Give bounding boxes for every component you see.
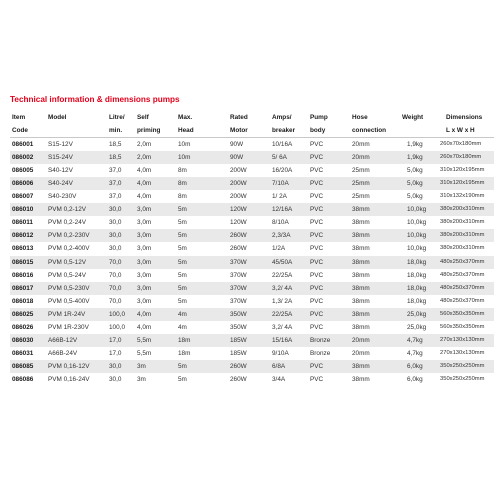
- cell-self-priming: 4,0m: [137, 167, 152, 175]
- cell-self-priming: 3m: [137, 362, 146, 370]
- cell-litre-per-min: 30,0: [109, 206, 122, 214]
- cell-rated-motor: 185W: [230, 349, 247, 357]
- cell-weight: 18,0kg: [407, 284, 427, 292]
- cell-litre-per-min: 70,0: [109, 271, 122, 279]
- cell-self-priming: 3,0m: [137, 206, 152, 214]
- cell-item-code: 086001: [12, 141, 34, 149]
- cell-rated-motor: 260W: [230, 245, 247, 253]
- cell-max-head: 10m: [178, 141, 191, 149]
- cell-hose-connection: 20mm: [352, 336, 370, 344]
- cell-amps-breaker: 1,3/ 2A: [272, 297, 293, 305]
- cell-item-code: 086017: [12, 284, 34, 292]
- cell-hose-connection: 20mm: [352, 141, 370, 149]
- cell-amps-breaker: 3,2/ 4A: [272, 323, 293, 331]
- cell-litre-per-min: 30,0: [109, 375, 122, 383]
- cell-litre-per-min: 17,0: [109, 349, 122, 357]
- cell-rated-motor: 200W: [230, 193, 247, 201]
- cell-model: PVM 0,5-24V: [48, 271, 87, 279]
- header-code: Code: [12, 127, 28, 135]
- cell-max-head: 5m: [178, 206, 187, 214]
- cell-dimensions: 480x250x370mm: [440, 284, 485, 291]
- cell-max-head: 8m: [178, 193, 187, 201]
- cell-self-priming: 3,0m: [137, 219, 152, 227]
- cell-item-code: 086013: [12, 245, 34, 253]
- cell-amps-breaker: 10/16A: [272, 141, 293, 149]
- cell-amps-breaker: 3,2/ 4A: [272, 284, 293, 292]
- cell-self-priming: 3m: [137, 375, 146, 383]
- cell-weight: 10,0kg: [407, 245, 427, 253]
- cell-dimensions: 260x70x180mm: [440, 141, 482, 148]
- cell-amps-breaker: 1/2A: [272, 245, 286, 253]
- cell-model: PVM 0,5-400V: [48, 297, 90, 305]
- cell-self-priming: 3,0m: [137, 245, 152, 253]
- cell-rated-motor: 200W: [230, 167, 247, 175]
- cell-model: PVM 0,2-230V: [48, 232, 90, 240]
- cell-dimensions: 380x200x310mm: [440, 232, 485, 239]
- cell-dimensions: 310x132x190mm: [440, 193, 485, 200]
- table-row: [10, 269, 494, 282]
- cell-amps-breaker: 1/ 2A: [272, 193, 287, 201]
- cell-self-priming: 4,0m: [137, 310, 152, 318]
- cell-model: PVM 0,2-400V: [48, 245, 90, 253]
- cell-dimensions: 480x250x370mm: [440, 271, 485, 278]
- cell-weight: 10,0kg: [407, 232, 427, 240]
- cell-item-code: 086016: [12, 271, 34, 279]
- cell-dimensions: 380x200x310mm: [440, 206, 485, 213]
- cell-hose-connection: 20mm: [352, 154, 370, 162]
- cell-amps-breaker: 22/25A: [272, 310, 293, 318]
- cell-pump-body: PVC: [310, 154, 324, 162]
- header-rated: Rated: [230, 114, 248, 121]
- header-row-1: [10, 111, 494, 124]
- cell-amps-breaker: 45/50A: [272, 258, 293, 266]
- cell-weight: 18,0kg: [407, 297, 427, 305]
- cell-item-code: 086010: [12, 206, 34, 214]
- cell-amps-breaker: 12/16A: [272, 206, 293, 214]
- cell-amps-breaker: 9/10A: [272, 349, 289, 357]
- cell-model: A66B-12V: [48, 336, 78, 344]
- cell-weight: 5,0kg: [407, 193, 423, 201]
- table-row: [10, 282, 494, 295]
- table-row: [10, 321, 494, 334]
- cell-litre-per-min: 30,0: [109, 362, 122, 370]
- table-row: [10, 360, 494, 373]
- cell-item-code: 086011: [12, 219, 33, 227]
- cell-max-head: 5m: [178, 375, 187, 383]
- cell-litre-per-min: 70,0: [109, 284, 122, 292]
- cell-max-head: 5m: [178, 284, 187, 292]
- cell-weight: 6,0kg: [407, 375, 423, 383]
- cell-item-code: 086015: [12, 258, 34, 266]
- table-row: [10, 164, 494, 177]
- cell-amps-breaker: 6/8A: [272, 362, 286, 370]
- cell-dimensions: 350x250x250mm: [440, 362, 485, 369]
- cell-litre-per-min: 18,5: [109, 154, 122, 162]
- cell-model: PVM 0,16-24V: [48, 375, 90, 383]
- cell-dimensions: 310x120x195mm: [440, 180, 485, 187]
- cell-model: PVM 0,2-12V: [48, 206, 87, 214]
- cell-rated-motor: 260W: [230, 375, 247, 383]
- header-model: Model: [48, 114, 67, 121]
- cell-self-priming: 5,5m: [137, 336, 152, 344]
- cell-pump-body: PVC: [310, 232, 324, 240]
- header-dimensions: Dimensions: [446, 114, 483, 121]
- header-self: Self: [137, 114, 149, 121]
- table-row: [10, 347, 494, 360]
- cell-litre-per-min: 37,0: [109, 180, 122, 188]
- cell-weight: 25,0kg: [407, 323, 427, 331]
- cell-hose-connection: 38mm: [352, 258, 370, 266]
- table-row: [10, 334, 494, 347]
- cell-item-code: 086031: [12, 349, 34, 357]
- cell-weight: 5,0kg: [407, 180, 423, 188]
- cell-pump-body: PVC: [310, 362, 324, 370]
- cell-model: PVM 0,5-12V: [48, 258, 87, 266]
- cell-amps-breaker: 5/ 6A: [272, 154, 287, 162]
- cell-litre-per-min: 100,0: [109, 323, 125, 331]
- cell-rated-motor: 90W: [230, 154, 244, 162]
- cell-self-priming: 4,0m: [137, 180, 152, 188]
- table-row: [10, 295, 494, 308]
- cell-item-code: 086030: [12, 336, 34, 344]
- cell-self-priming: 3,0m: [137, 271, 152, 279]
- cell-rated-motor: 370W: [230, 258, 247, 266]
- cell-dimensions: 310x120x195mm: [440, 167, 485, 174]
- cell-max-head: 18m: [178, 336, 191, 344]
- cell-self-priming: 4,0m: [137, 193, 152, 201]
- cell-item-code: 086005: [12, 167, 34, 175]
- cell-model: PVM 1R-230V: [48, 323, 89, 331]
- cell-dimensions: 560x350x350mm: [440, 323, 485, 330]
- header-item: Item: [12, 114, 26, 121]
- cell-self-priming: 3,0m: [137, 232, 152, 240]
- cell-pump-body: PVC: [310, 193, 324, 201]
- cell-pump-body: PVC: [310, 258, 324, 266]
- cell-rated-motor: 350W: [230, 310, 247, 318]
- table-title: Technical information & dimensions pumps: [10, 95, 180, 104]
- cell-self-priming: 2,0m: [137, 141, 152, 149]
- cell-amps-breaker: 22/25A: [272, 271, 293, 279]
- cell-hose-connection: 25mm: [352, 193, 370, 201]
- cell-max-head: 5m: [178, 362, 187, 370]
- cell-model: PVM 0,5-230V: [48, 284, 90, 292]
- cell-pump-body: Bronze: [310, 336, 331, 344]
- cell-max-head: 5m: [178, 219, 187, 227]
- cell-weight: 4,7kg: [407, 349, 423, 357]
- cell-item-code: 086086: [12, 375, 34, 383]
- header-amps: Amps/: [272, 114, 292, 121]
- cell-dimensions: 380x200x310mm: [440, 219, 485, 226]
- cell-self-priming: 3,0m: [137, 258, 152, 266]
- cell-amps-breaker: 16/20A: [272, 167, 293, 175]
- cell-model: PVM 1R-24V: [48, 310, 86, 318]
- cell-hose-connection: 38mm: [352, 310, 370, 318]
- cell-pump-body: PVC: [310, 310, 324, 318]
- header-pump: Pump: [310, 114, 328, 121]
- header-lwh: L x W x H: [446, 127, 475, 135]
- table-row: [10, 151, 494, 164]
- cell-pump-body: PVC: [310, 206, 324, 214]
- cell-amps-breaker: 15/16A: [272, 336, 293, 344]
- cell-weight: 10,0kg: [407, 219, 427, 227]
- cell-max-head: 18m: [178, 349, 191, 357]
- cell-dimensions: 380x200x310mm: [440, 245, 485, 252]
- table-row: [10, 308, 494, 321]
- cell-rated-motor: 350W: [230, 323, 247, 331]
- cell-self-priming: 2,0m: [137, 154, 152, 162]
- cell-model: S40-24V: [48, 180, 73, 188]
- cell-weight: 4,7kg: [407, 336, 423, 344]
- cell-hose-connection: 38mm: [352, 206, 370, 214]
- cell-litre-per-min: 30,0: [109, 232, 122, 240]
- cell-pump-body: PVC: [310, 219, 324, 227]
- cell-dimensions: 260x70x180mm: [440, 154, 482, 161]
- table-body: [10, 138, 494, 386]
- cell-max-head: 8m: [178, 167, 187, 175]
- cell-model: A66B-24V: [48, 349, 78, 357]
- cell-rated-motor: 120W: [230, 219, 247, 227]
- cell-weight: 6,0kg: [407, 362, 423, 370]
- cell-self-priming: 4,0m: [137, 323, 152, 331]
- cell-hose-connection: 38mm: [352, 232, 370, 240]
- cell-weight: 1,9kg: [407, 154, 423, 162]
- cell-amps-breaker: 7/10A: [272, 180, 289, 188]
- cell-dimensions: 480x250x370mm: [440, 258, 485, 265]
- cell-pump-body: PVC: [310, 284, 324, 292]
- table-row: [10, 256, 494, 269]
- cell-max-head: 4m: [178, 310, 187, 318]
- cell-hose-connection: 20mm: [352, 349, 370, 357]
- header-row-2: [10, 124, 494, 138]
- cell-hose-connection: 38mm: [352, 219, 370, 227]
- cell-hose-connection: 38mm: [352, 284, 370, 292]
- cell-dimensions: 480x250x370mm: [440, 297, 485, 304]
- cell-rated-motor: 260W: [230, 362, 247, 370]
- cell-weight: 1,9kg: [407, 141, 423, 149]
- header-motor: Motor: [230, 127, 248, 135]
- header-breaker: breaker: [272, 127, 296, 135]
- cell-rated-motor: 370W: [230, 284, 247, 292]
- cell-item-code: 086007: [12, 193, 34, 201]
- pump-spec-table: [10, 111, 494, 386]
- cell-rated-motor: 370W: [230, 297, 247, 305]
- cell-litre-per-min: 30,0: [109, 245, 122, 253]
- cell-model: PVM 0,16-12V: [48, 362, 90, 370]
- cell-litre-per-min: 70,0: [109, 258, 122, 266]
- header-litre: Litre/: [109, 114, 125, 121]
- cell-item-code: 086012: [12, 232, 34, 240]
- cell-rated-motor: 120W: [230, 206, 247, 214]
- cell-hose-connection: 38mm: [352, 362, 370, 370]
- cell-item-code: 086018: [12, 297, 34, 305]
- cell-pump-body: PVC: [310, 375, 324, 383]
- cell-rated-motor: 370W: [230, 271, 247, 279]
- cell-pump-body: PVC: [310, 297, 324, 305]
- cell-max-head: 10m: [178, 154, 191, 162]
- header-connection: connection: [352, 127, 387, 135]
- cell-hose-connection: 25mm: [352, 180, 370, 188]
- cell-item-code: 086006: [12, 180, 34, 188]
- cell-hose-connection: 38mm: [352, 375, 370, 383]
- cell-litre-per-min: 18,5: [109, 141, 122, 149]
- cell-hose-connection: 38mm: [352, 297, 370, 305]
- cell-rated-motor: 185W: [230, 336, 247, 344]
- table-row: [10, 177, 494, 190]
- cell-max-head: 8m: [178, 180, 187, 188]
- header-weight: Weight: [402, 114, 424, 121]
- cell-item-code: 086026: [12, 323, 34, 331]
- cell-weight: 10,0kg: [407, 206, 427, 214]
- cell-model: PVM 0,2-24V: [48, 219, 87, 227]
- cell-pump-body: PVC: [310, 167, 324, 175]
- cell-max-head: 4m: [178, 323, 187, 331]
- cell-litre-per-min: 100,0: [109, 310, 125, 318]
- cell-litre-per-min: 37,0: [109, 193, 122, 201]
- cell-hose-connection: 38mm: [352, 271, 370, 279]
- table-row: [10, 138, 494, 151]
- cell-pump-body: Bronze: [310, 349, 331, 357]
- cell-dimensions: 270x130x130mm: [440, 349, 485, 356]
- cell-pump-body: PVC: [310, 245, 324, 253]
- table-row: [10, 229, 494, 242]
- cell-weight: 5,0kg: [407, 167, 423, 175]
- cell-weight: 18,0kg: [407, 258, 427, 266]
- cell-rated-motor: 200W: [230, 180, 247, 188]
- cell-model: S40-12V: [48, 167, 73, 175]
- cell-self-priming: 3,0m: [137, 284, 152, 292]
- cell-litre-per-min: 17,0: [109, 336, 122, 344]
- cell-model: S15-12V: [48, 141, 73, 149]
- cell-dimensions: 270x130x130mm: [440, 336, 485, 343]
- table-row: [10, 203, 494, 216]
- cell-litre-per-min: 70,0: [109, 297, 122, 305]
- cell-hose-connection: 38mm: [352, 323, 370, 331]
- cell-amps-breaker: 3/4A: [272, 375, 286, 383]
- cell-pump-body: PVC: [310, 271, 324, 279]
- cell-max-head: 5m: [178, 271, 187, 279]
- cell-self-priming: 3,0m: [137, 297, 152, 305]
- cell-max-head: 5m: [178, 297, 187, 305]
- table-row: [10, 242, 494, 255]
- cell-amps-breaker: 8/10A: [272, 219, 289, 227]
- cell-max-head: 5m: [178, 258, 187, 266]
- cell-self-priming: 5,5m: [137, 349, 152, 357]
- cell-pump-body: PVC: [310, 323, 324, 331]
- header-min: min.: [109, 127, 123, 135]
- cell-pump-body: PVC: [310, 141, 324, 149]
- cell-max-head: 5m: [178, 232, 187, 240]
- header-head: Head: [178, 127, 194, 135]
- cell-max-head: 5m: [178, 245, 187, 253]
- table-row: [10, 190, 494, 203]
- cell-rated-motor: 260W: [230, 232, 247, 240]
- cell-weight: 25,0kg: [407, 310, 427, 318]
- header-hose: Hose: [352, 114, 368, 121]
- cell-item-code: 086002: [12, 154, 34, 162]
- cell-weight: 18,0kg: [407, 271, 427, 279]
- cell-dimensions: 560x350x350mm: [440, 310, 485, 317]
- cell-model: S40-230V: [48, 193, 77, 201]
- cell-item-code: 086025: [12, 310, 34, 318]
- cell-amps-breaker: 2,3/3A: [272, 232, 291, 240]
- header-max: Max.: [178, 114, 193, 121]
- cell-hose-connection: 25mm: [352, 167, 370, 175]
- header-body: body: [310, 127, 326, 135]
- cell-pump-body: PVC: [310, 180, 324, 188]
- table-row: [10, 373, 494, 386]
- cell-dimensions: 350x250x250mm: [440, 375, 485, 382]
- table-row: [10, 216, 494, 229]
- cell-litre-per-min: 37,0: [109, 167, 122, 175]
- cell-model: S15-24V: [48, 154, 73, 162]
- cell-litre-per-min: 30,0: [109, 219, 122, 227]
- cell-rated-motor: 90W: [230, 141, 244, 149]
- cell-item-code: 086085: [12, 362, 34, 370]
- cell-hose-connection: 38mm: [352, 245, 370, 253]
- header-priming: priming: [137, 127, 161, 135]
